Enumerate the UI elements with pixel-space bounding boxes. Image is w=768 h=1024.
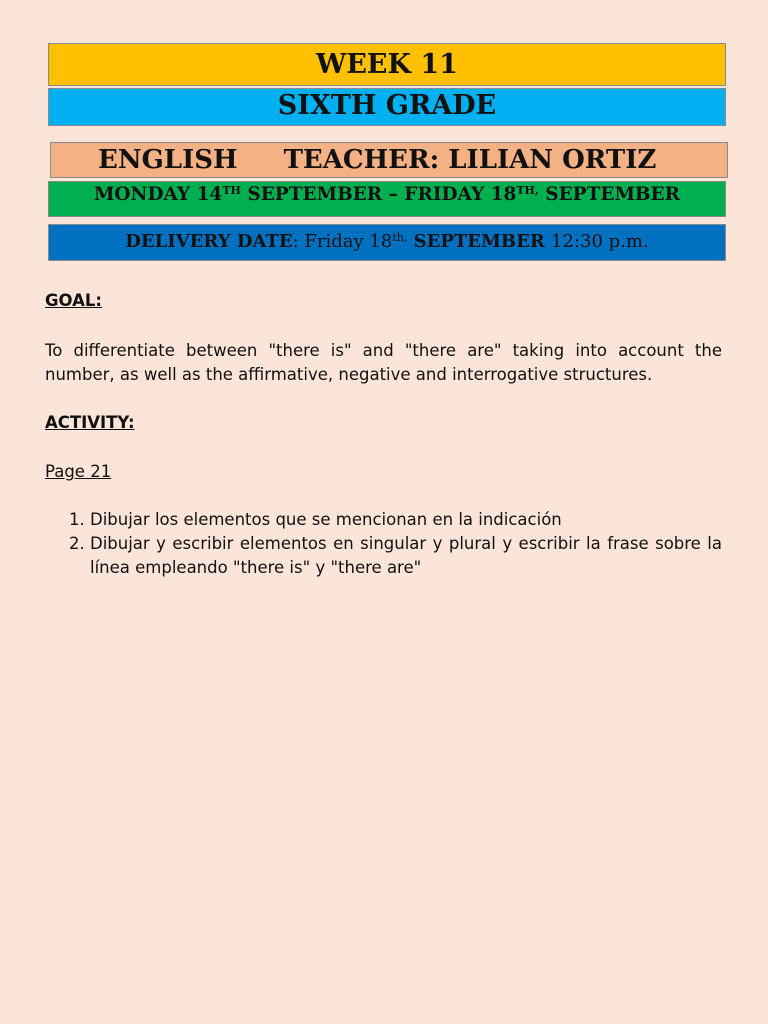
delivery-day: : Friday 18	[292, 231, 393, 252]
goal-heading: GOAL:	[45, 291, 103, 310]
dates-start: MONDAY 14	[93, 184, 223, 205]
week-banner	[48, 43, 726, 86]
list-item-number: 2.	[69, 534, 85, 553]
dates-end-sup: TH,	[516, 183, 539, 197]
list-item	[45, 532, 722, 580]
delivery-sup: th,	[392, 230, 408, 244]
dates-end: SEPTEMBER	[538, 184, 681, 205]
list-item-number: 1.	[69, 510, 85, 529]
delivery-time: 12:30 p.m.	[551, 231, 649, 252]
dates-start-sup: TH	[222, 183, 241, 197]
delivery-banner	[48, 224, 726, 261]
list-item-text: Dibujar los elementos que se mencionan en la indicación	[90, 510, 562, 529]
list-item-text: Dibujar y escribir elementos en singular y plural y escribir la frase sobre la línea empleando "there is" y "there are"	[90, 534, 722, 577]
instruction-list	[45, 508, 722, 580]
activity-heading: ACTIVITY:	[45, 413, 135, 432]
grade-banner	[48, 88, 726, 126]
goal-text: To differentiate between "there is" and "there are" taking into account the number, as well as the affirmative, negative and interrogative structures.	[45, 341, 722, 384]
grade-title: SIXTH GRADE	[277, 90, 497, 121]
dates-middle: SEPTEMBER – FRIDAY 18	[240, 184, 517, 205]
subject-label: ENGLISH	[98, 145, 238, 175]
teacher-name: TEACHER: LILIAN ORTIZ	[283, 145, 657, 175]
week-title: WEEK 11	[316, 49, 458, 80]
delivery-label: DELIVERY DATE	[125, 231, 293, 252]
page-reference: Page 21	[45, 462, 112, 481]
teacher-banner	[50, 142, 728, 178]
dates-banner	[48, 181, 726, 217]
delivery-month: SEPTEMBER	[407, 231, 552, 252]
list-item	[45, 508, 722, 532]
